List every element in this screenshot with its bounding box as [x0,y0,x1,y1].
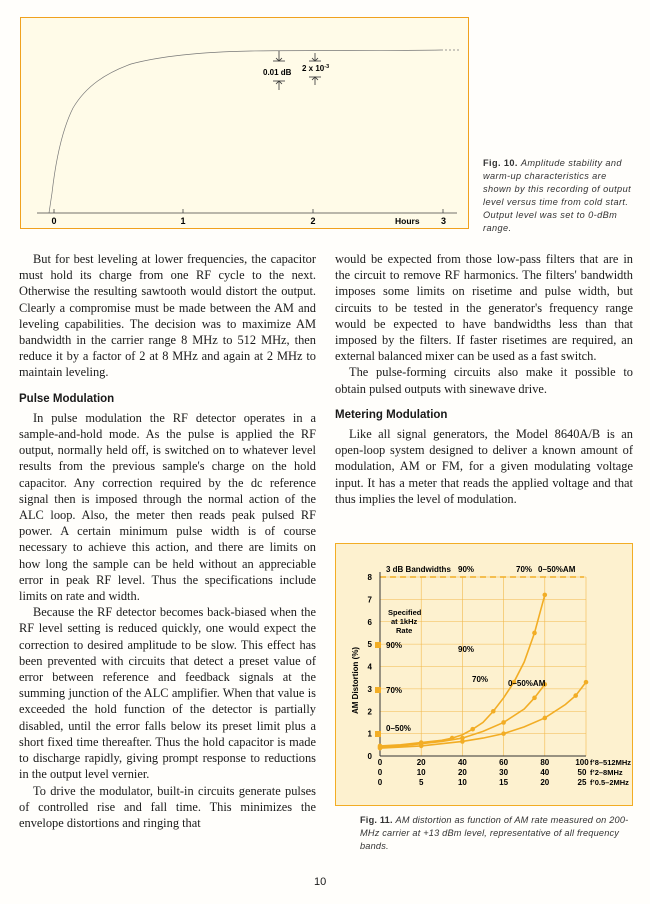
right-column [335,251,633,507]
fig11-x-labels [378,758,631,787]
fig11-x-tick-label: 100 [575,758,589,767]
fig11-caption-text: AM distortion as function of AM rate measured on 200-MHz carrier at +13 dBm level, representative of all frequency bands. [360,815,629,851]
fig11-bw-90: 90% [458,565,475,574]
fig11-data-point [419,744,424,749]
fig11-data-point [460,739,465,744]
fig11-y-tick-label: 1 [367,729,372,739]
fig10-tick-2: 2 [310,216,316,226]
fig11-y-tick-label: 4 [367,662,372,672]
fig11-data-point [501,720,506,725]
fig11-x-tick-label: 0 [377,778,383,787]
fig11-data-point [532,631,537,636]
fig11-x-unit-label: f’2–8MHz [590,768,623,777]
fig10-tick-0: 0 [51,216,57,226]
fig11-data-point [532,696,537,701]
fig11-y-tick-label: 2 [367,707,372,717]
fig11-bw-title: 3 dB Bandwidths [386,565,451,574]
fig11-x-tick-label: 15 [499,778,509,787]
fig11-x-tick-label: 60 [499,758,509,767]
left-paragraph-4: To drive the modulator, built-in circuits generate pulses of controlled rise and fall time. This minimizes the envelope distortions and ringing that [19,783,316,830]
fig11-x-tick-label: 20 [416,758,426,767]
fig11-data-point [543,716,548,721]
fig11-curve-90-label: 90% [458,645,475,654]
fig11-specified-1: Specified [388,608,422,617]
fig11-x-tick-label: 40 [457,758,467,767]
fig10-axis-end: 3 [441,216,447,226]
fig11-y-ticks [368,573,373,761]
page-number: 10 [314,876,327,888]
fig11-bw-70: 70% [516,565,533,574]
fig11-marker-050 [375,731,381,737]
fig11-data-point [491,709,496,714]
left-paragraph-1: But for best leveling at lower frequencies, the capacitor must hold its charge from one RF cycle to the next. Otherwise the resulting sawtooth would distort the output. Clearly a compromise must be made between the AM and leveling capabilities. The decision was to maximize AM bandwidth in the carrier range 8 MHz to 512 MHz, then reduce it by a factor of 2 at 8 MHz and again at 2 MHz to maintain leveling. [19,252,316,380]
fig11-data-point [470,727,475,732]
fig11-curve-050-label: 0–50%AM [508,679,546,688]
fig11-caption-label: Fig. 11. [360,815,393,825]
fig11-marker-70 [375,687,381,693]
fig11-y-tick-label: 7 [367,595,372,605]
right-paragraph-1: would be expected from those low-pass filters that are in the circuit to remove RF harmonics. The filters' bandwidth imposes some limits on risetime and pulse width, but circuits to be tested in the generator's frequency range would be expected to have bandwidths less than that imposed by the filters. If faster risetimes are required, an external balanced mixer can be used as a fast switch. [335,252,633,364]
fig10-caption-label: Fig. 10. [483,158,518,168]
fig11-x-tick-label: 10 [457,778,467,787]
fig11-specified-3: Rate [396,626,413,635]
fig10-caption-text: Amplitude stability and warm-up characteristics are shown by this recording of output level versus time from cold start. Output level was set to 0-dBm range. [483,158,632,233]
fig10-trace [49,50,441,213]
fig11-marker-90 [375,642,381,648]
fig11-x-unit-label: f’8–512MHz [590,758,631,767]
fig10-scale-label-2-base: 2 x 10 [302,64,325,73]
fig11-marker-050-label: 0–50% [386,724,411,733]
fig10-plot [21,18,470,230]
fig11-y-tick-label: 5 [367,640,372,650]
right-paragraph-2: The pulse-forming circuits also make it possible to obtain pulsed outputs with sinewave drive. [335,365,633,396]
fig11-data-point [584,680,589,685]
fig11-y-tick-label: 8 [367,573,372,582]
fig11-x-tick-label: 20 [457,768,467,777]
fig11-y-tick-label: 6 [367,617,372,627]
fig10-scale-label-2-exp: -3 [324,64,330,70]
fig11-x-tick-label: 0 [377,768,383,777]
metering-modulation-heading: Metering Modulation [335,408,448,421]
fig10-scale-label-1: 0.01 dB [263,68,292,77]
fig11-chart [336,544,632,804]
fig10-panel [20,17,469,229]
fig11-marker-70-label: 70% [386,686,403,695]
pulse-modulation-heading: Pulse Modulation [19,392,115,405]
fig11-x-unit-label: f’0.5–2MHz [590,778,629,787]
fig11-data-point [501,731,506,736]
fig11-bw-050: 0–50%AM [538,565,576,574]
left-column [19,251,316,831]
fig11-x-tick-label: 20 [540,778,550,787]
fig11-x-tick-label: 50 [577,768,587,777]
fig11-y-tick-label: 3 [367,684,372,694]
fig11-panel [335,543,633,806]
fig11-x-tick-label: 30 [499,768,509,777]
fig10-axis-unit: Hours [395,216,420,226]
left-paragraph-2: In pulse modulation the RF detector operates in a sample-and-hold mode. As the pulse is applied the RF output, normally held off, is switched on to whatever level results from the previous sample's charge on the hold capacitor. Any correction required by the dc reference signal then is imposed through the normal action of the ALC loop. Also, the meter then reads peak pulsed RF power. A certain minimum pulse width is of course necessary to achieve this action, and there are limits on how long the sample can be held without an appreciable error in peak RF level. Thus the specifications include limits on rate and width. [19,410,316,604]
fig11-curve-70-label: 70% [472,675,489,684]
fig11-marker-90-label: 90% [386,641,403,650]
right-paragraph-3: Like all signal generators, the Model 8640A/B is an open-loop system designed to deliver a known amount of modulation, AM or FM, for a given modulating voltage input. It has a meter that reads the applied voltage and that thus implies the level of modulation. [335,427,633,506]
fig11-x-tick-label: 40 [540,768,550,777]
fig11-data-point [543,593,548,598]
fig10-tick-1: 1 [180,216,186,226]
fig11-x-tick-label: 0 [377,758,383,767]
fig11-caption [360,814,630,853]
fig11-data-point [573,693,578,698]
fig10-caption [483,157,633,235]
fig11-x-tick-label: 10 [416,768,426,777]
left-paragraph-3: Because the RF detector becomes back-biased when the RF level setting is reduced quickly, one would expect the correction to desired amplitude to be slow. This effect has been prevented with circuits that detect a preset value of error between reference and feedback signals at the summing junction of the ALC amplifier. When that value is exceeded the hold function of the detector is partially disabled, until the error falls below its preset limit plus a short fixed time thereafter. Thus the hold capacitor is made to discharge rapidly, giving prompt response to reductions in the output level vernier. [19,605,316,782]
fig11-y-label: AM Distortion (%) [351,646,360,714]
fig11-series-line [380,682,586,748]
fig11-data-point [378,746,383,751]
fig11-y-tick-label: 0 [367,752,372,761]
fig11-x-tick-label: 25 [577,778,587,787]
fig11-specified-2: at 1kHz [391,617,418,626]
fig11-x-tick-label: 5 [418,778,424,787]
fig11-x-tick-label: 80 [540,758,550,767]
fig10-scale-label-2 [302,64,329,73]
